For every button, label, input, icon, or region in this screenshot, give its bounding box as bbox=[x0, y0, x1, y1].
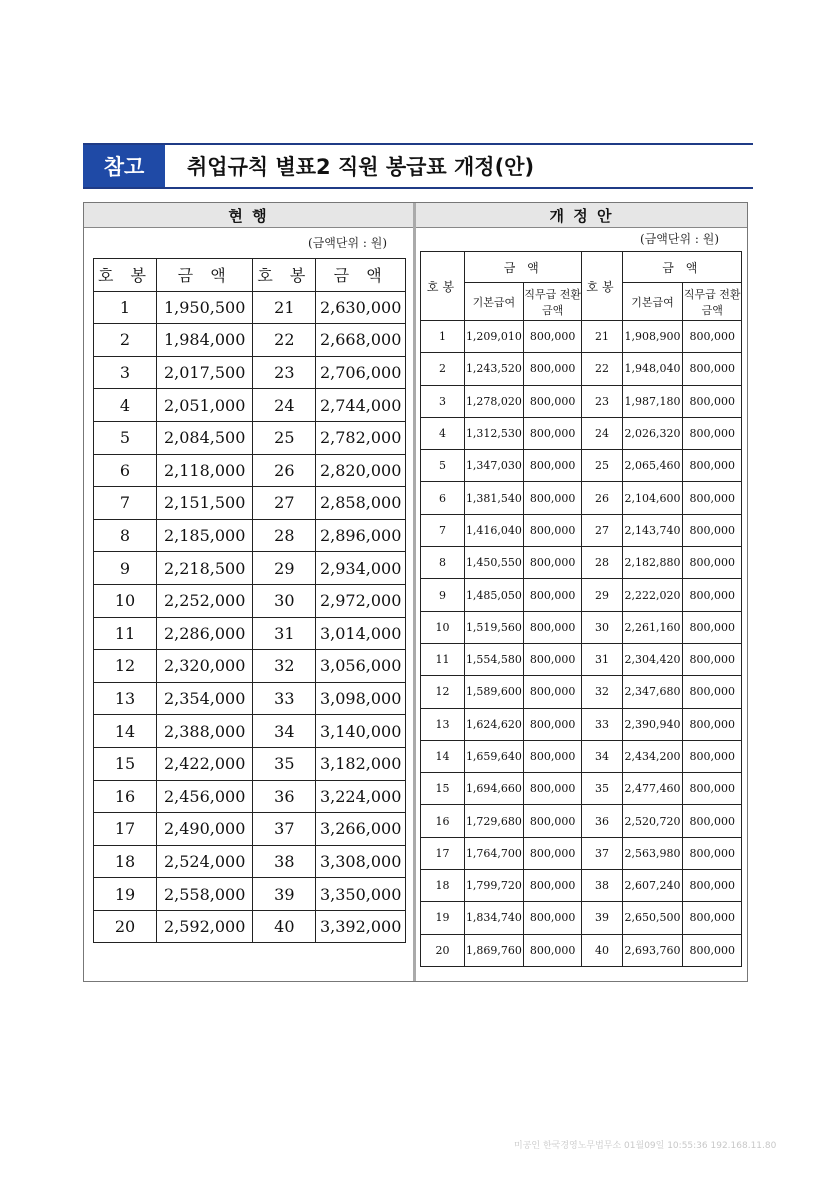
grade-cell: 33 bbox=[582, 708, 622, 740]
grade-cell: 4 bbox=[421, 417, 465, 449]
grade-cell: 32 bbox=[253, 650, 316, 683]
base-salary-cell: 1,450,550 bbox=[464, 547, 523, 579]
conversion-amount-cell: 800,000 bbox=[523, 353, 582, 385]
current-table-body bbox=[94, 291, 406, 943]
grade-cell: 21 bbox=[582, 321, 622, 353]
grade-cell: 7 bbox=[94, 487, 157, 520]
grade-cell: 24 bbox=[582, 417, 622, 449]
amount-cell: 2,592,000 bbox=[157, 910, 253, 943]
amount-cell: 2,354,000 bbox=[157, 682, 253, 715]
amount-cell: 2,934,000 bbox=[316, 552, 406, 585]
current-salary-table bbox=[93, 258, 406, 943]
table-row bbox=[94, 552, 406, 585]
amount-cell: 2,218,500 bbox=[157, 552, 253, 585]
conversion-amount-cell: 800,000 bbox=[523, 643, 582, 675]
grade-cell: 9 bbox=[421, 579, 465, 611]
table-row bbox=[421, 385, 742, 417]
amount-cell: 2,084,500 bbox=[157, 421, 253, 454]
grade-cell: 23 bbox=[253, 356, 316, 389]
grade-cell: 14 bbox=[94, 715, 157, 748]
table-row bbox=[94, 487, 406, 520]
base-salary-cell: 2,434,200 bbox=[622, 740, 683, 772]
amount-cell: 2,051,000 bbox=[157, 389, 253, 422]
grade-cell: 13 bbox=[94, 682, 157, 715]
conversion-amount-header: 직무급 전환금액 bbox=[683, 283, 742, 321]
comparison-frame bbox=[83, 202, 748, 982]
conversion-amount-cell: 800,000 bbox=[523, 547, 582, 579]
grade-cell: 16 bbox=[421, 805, 465, 837]
table-row bbox=[421, 417, 742, 449]
table-row bbox=[94, 682, 406, 715]
grade-cell: 29 bbox=[582, 579, 622, 611]
grade-cell: 20 bbox=[421, 934, 465, 966]
base-salary-cell: 1,381,540 bbox=[464, 482, 523, 514]
revised-unit-note: (금액단위 : 원) bbox=[640, 232, 719, 246]
table-row bbox=[421, 547, 742, 579]
base-salary-cell: 1,312,530 bbox=[464, 417, 523, 449]
grade-cell: 40 bbox=[253, 910, 316, 943]
grade-cell: 7 bbox=[421, 514, 465, 546]
grade-cell: 1 bbox=[94, 291, 157, 324]
table-row bbox=[421, 805, 742, 837]
grade-cell: 26 bbox=[582, 482, 622, 514]
base-salary-cell: 1,554,580 bbox=[464, 643, 523, 675]
grade-cell: 24 bbox=[253, 389, 316, 422]
grade-cell: 36 bbox=[582, 805, 622, 837]
conversion-amount-cell: 800,000 bbox=[683, 450, 742, 482]
grade-cell: 13 bbox=[421, 708, 465, 740]
amount-cell: 3,224,000 bbox=[316, 780, 406, 813]
table-row bbox=[94, 617, 406, 650]
grade-cell: 17 bbox=[94, 813, 157, 846]
base-salary-cell: 1,278,020 bbox=[464, 385, 523, 417]
conversion-amount-cell: 800,000 bbox=[683, 579, 742, 611]
grade-cell: 14 bbox=[421, 740, 465, 772]
table-row bbox=[421, 643, 742, 675]
table-row bbox=[94, 878, 406, 911]
conversion-amount-cell: 800,000 bbox=[683, 353, 742, 385]
grade-cell: 10 bbox=[421, 611, 465, 643]
grade-cell: 5 bbox=[94, 421, 157, 454]
grade-cell: 31 bbox=[582, 643, 622, 675]
grade-cell: 10 bbox=[94, 584, 157, 617]
table-row bbox=[421, 740, 742, 772]
document-header bbox=[83, 143, 753, 189]
table-row bbox=[94, 780, 406, 813]
conversion-amount-cell: 800,000 bbox=[523, 870, 582, 902]
grade-cell: 12 bbox=[94, 650, 157, 683]
grade-cell: 18 bbox=[94, 845, 157, 878]
grade-cell: 1 bbox=[421, 321, 465, 353]
grade-cell: 6 bbox=[94, 454, 157, 487]
table-row bbox=[421, 514, 742, 546]
table-row bbox=[94, 910, 406, 943]
conversion-amount-cell: 800,000 bbox=[523, 837, 582, 869]
table-row bbox=[421, 902, 742, 934]
conversion-amount-cell: 800,000 bbox=[523, 934, 582, 966]
conversion-amount-cell: 800,000 bbox=[683, 321, 742, 353]
grade-cell: 11 bbox=[94, 617, 157, 650]
conversion-amount-cell: 800,000 bbox=[683, 611, 742, 643]
base-salary-cell: 2,563,980 bbox=[622, 837, 683, 869]
amount-cell: 2,490,000 bbox=[157, 813, 253, 846]
base-salary-header: 기본급여 bbox=[622, 283, 683, 321]
conversion-amount-cell: 800,000 bbox=[523, 514, 582, 546]
conversion-amount-cell: 800,000 bbox=[683, 870, 742, 902]
grade-cell: 34 bbox=[582, 740, 622, 772]
grade-cell: 39 bbox=[253, 878, 316, 911]
table-row bbox=[94, 813, 406, 846]
grade-cell: 21 bbox=[253, 291, 316, 324]
conversion-amount-cell: 800,000 bbox=[683, 708, 742, 740]
table-row bbox=[421, 870, 742, 902]
current-amount-header: 금 액 bbox=[157, 259, 253, 292]
grade-cell: 39 bbox=[582, 902, 622, 934]
revised-amount-header: 금 액 bbox=[622, 252, 741, 283]
base-salary-cell: 2,182,880 bbox=[622, 547, 683, 579]
amount-cell: 2,017,500 bbox=[157, 356, 253, 389]
current-grade-header: 호 봉 bbox=[94, 259, 157, 292]
amount-cell: 2,744,000 bbox=[316, 389, 406, 422]
amount-cell: 2,896,000 bbox=[316, 519, 406, 552]
conversion-amount-cell: 800,000 bbox=[683, 805, 742, 837]
grade-cell: 20 bbox=[94, 910, 157, 943]
conversion-amount-cell: 800,000 bbox=[683, 934, 742, 966]
section-divider bbox=[413, 203, 416, 981]
header-bottom-rule bbox=[83, 187, 753, 189]
conversion-amount-cell: 800,000 bbox=[683, 514, 742, 546]
grade-cell: 32 bbox=[582, 676, 622, 708]
conversion-amount-cell: 800,000 bbox=[683, 482, 742, 514]
grade-cell: 4 bbox=[94, 389, 157, 422]
revised-section-title: 개 정 안 bbox=[416, 203, 747, 228]
table-row bbox=[94, 845, 406, 878]
grade-cell: 37 bbox=[253, 813, 316, 846]
grade-cell: 29 bbox=[253, 552, 316, 585]
amount-cell: 2,630,000 bbox=[316, 291, 406, 324]
base-salary-cell: 1,799,720 bbox=[464, 870, 523, 902]
grade-cell: 35 bbox=[582, 773, 622, 805]
base-salary-cell: 2,347,680 bbox=[622, 676, 683, 708]
table-row bbox=[94, 519, 406, 552]
revised-grade-header: 호봉 bbox=[421, 252, 465, 321]
amount-cell: 2,422,000 bbox=[157, 747, 253, 780]
revised-table-header bbox=[421, 252, 742, 283]
grade-cell: 26 bbox=[253, 454, 316, 487]
conversion-amount-cell: 800,000 bbox=[523, 385, 582, 417]
base-salary-cell: 1,589,600 bbox=[464, 676, 523, 708]
amount-cell: 2,118,000 bbox=[157, 454, 253, 487]
grade-cell: 38 bbox=[253, 845, 316, 878]
amount-cell: 3,266,000 bbox=[316, 813, 406, 846]
table-row bbox=[94, 291, 406, 324]
amount-cell: 2,558,000 bbox=[157, 878, 253, 911]
grade-cell: 28 bbox=[253, 519, 316, 552]
conversion-amount-cell: 800,000 bbox=[523, 482, 582, 514]
conversion-amount-cell: 800,000 bbox=[523, 450, 582, 482]
conversion-amount-cell: 800,000 bbox=[523, 321, 582, 353]
conversion-amount-cell: 800,000 bbox=[683, 643, 742, 675]
table-row bbox=[421, 611, 742, 643]
conversion-amount-cell: 800,000 bbox=[523, 708, 582, 740]
amount-cell: 3,014,000 bbox=[316, 617, 406, 650]
amount-cell: 3,350,000 bbox=[316, 878, 406, 911]
current-amount-header: 금 액 bbox=[316, 259, 406, 292]
grade-cell: 15 bbox=[94, 747, 157, 780]
revised-amount-header: 금 액 bbox=[464, 252, 581, 283]
grade-cell: 37 bbox=[582, 837, 622, 869]
table-row bbox=[421, 482, 742, 514]
base-salary-cell: 1,834,740 bbox=[464, 902, 523, 934]
base-salary-cell: 1,519,560 bbox=[464, 611, 523, 643]
conversion-amount-cell: 800,000 bbox=[523, 740, 582, 772]
amount-cell: 3,308,000 bbox=[316, 845, 406, 878]
grade-cell: 36 bbox=[253, 780, 316, 813]
grade-cell: 40 bbox=[582, 934, 622, 966]
table-row bbox=[421, 676, 742, 708]
print-footer: 미공인 한국경영노무법무소 01월09일 10:55:36 192.168.11.80 bbox=[514, 1141, 777, 1151]
grade-cell: 17 bbox=[421, 837, 465, 869]
base-salary-cell: 2,304,420 bbox=[622, 643, 683, 675]
amount-cell: 2,252,000 bbox=[157, 584, 253, 617]
revised-salary-table bbox=[420, 251, 742, 967]
amount-cell: 2,858,000 bbox=[316, 487, 406, 520]
amount-cell: 3,182,000 bbox=[316, 747, 406, 780]
conversion-amount-cell: 800,000 bbox=[523, 676, 582, 708]
base-salary-cell: 2,520,720 bbox=[622, 805, 683, 837]
base-salary-header: 기본급여 bbox=[464, 283, 523, 321]
base-salary-cell: 2,607,240 bbox=[622, 870, 683, 902]
grade-cell: 16 bbox=[94, 780, 157, 813]
page-title: 취업규칙 별표2 직원 봉급표 개정(안) bbox=[187, 155, 535, 179]
grade-cell: 2 bbox=[421, 353, 465, 385]
conversion-amount-header: 직무급 전환금액 bbox=[523, 283, 582, 321]
grade-cell: 8 bbox=[94, 519, 157, 552]
conversion-amount-cell: 800,000 bbox=[683, 740, 742, 772]
table-row bbox=[421, 353, 742, 385]
conversion-amount-cell: 800,000 bbox=[683, 837, 742, 869]
base-salary-cell: 2,026,320 bbox=[622, 417, 683, 449]
current-table-header bbox=[94, 259, 406, 292]
grade-cell: 27 bbox=[582, 514, 622, 546]
base-salary-cell: 2,693,760 bbox=[622, 934, 683, 966]
grade-cell: 30 bbox=[582, 611, 622, 643]
conversion-amount-cell: 800,000 bbox=[683, 676, 742, 708]
amount-cell: 2,320,000 bbox=[157, 650, 253, 683]
conversion-amount-cell: 800,000 bbox=[683, 902, 742, 934]
grade-cell: 15 bbox=[421, 773, 465, 805]
revised-table-subheader bbox=[421, 283, 742, 321]
grade-cell: 38 bbox=[582, 870, 622, 902]
base-salary-cell: 1,694,660 bbox=[464, 773, 523, 805]
grade-cell: 34 bbox=[253, 715, 316, 748]
table-row bbox=[421, 837, 742, 869]
grade-cell: 30 bbox=[253, 584, 316, 617]
base-salary-cell: 1,485,050 bbox=[464, 579, 523, 611]
table-row bbox=[421, 321, 742, 353]
base-salary-cell: 1,987,180 bbox=[622, 385, 683, 417]
current-grade-header: 호 봉 bbox=[253, 259, 316, 292]
grade-cell: 31 bbox=[253, 617, 316, 650]
conversion-amount-cell: 800,000 bbox=[523, 417, 582, 449]
amount-cell: 2,524,000 bbox=[157, 845, 253, 878]
grade-cell: 25 bbox=[582, 450, 622, 482]
grade-cell: 18 bbox=[421, 870, 465, 902]
grade-cell: 12 bbox=[421, 676, 465, 708]
amount-cell: 3,140,000 bbox=[316, 715, 406, 748]
grade-cell: 6 bbox=[421, 482, 465, 514]
grade-cell: 33 bbox=[253, 682, 316, 715]
grade-cell: 27 bbox=[253, 487, 316, 520]
conversion-amount-cell: 800,000 bbox=[523, 579, 582, 611]
amount-cell: 3,098,000 bbox=[316, 682, 406, 715]
base-salary-cell: 2,261,160 bbox=[622, 611, 683, 643]
amount-cell: 2,286,000 bbox=[157, 617, 253, 650]
table-row bbox=[94, 356, 406, 389]
base-salary-cell: 1,869,760 bbox=[464, 934, 523, 966]
amount-cell: 2,456,000 bbox=[157, 780, 253, 813]
base-salary-cell: 1,624,620 bbox=[464, 708, 523, 740]
grade-cell: 25 bbox=[253, 421, 316, 454]
table-row bbox=[94, 747, 406, 780]
grade-cell: 19 bbox=[421, 902, 465, 934]
base-salary-cell: 2,104,600 bbox=[622, 482, 683, 514]
grade-cell: 35 bbox=[253, 747, 316, 780]
base-salary-cell: 2,477,460 bbox=[622, 773, 683, 805]
grade-cell: 2 bbox=[94, 324, 157, 357]
grade-cell: 3 bbox=[94, 356, 157, 389]
grade-cell: 8 bbox=[421, 547, 465, 579]
reference-badge: 참고 bbox=[83, 145, 165, 187]
amount-cell: 2,668,000 bbox=[316, 324, 406, 357]
base-salary-cell: 1,764,700 bbox=[464, 837, 523, 869]
grade-cell: 9 bbox=[94, 552, 157, 585]
base-salary-cell: 1,948,040 bbox=[622, 353, 683, 385]
base-salary-cell: 1,729,680 bbox=[464, 805, 523, 837]
amount-cell: 2,820,000 bbox=[316, 454, 406, 487]
grade-cell: 11 bbox=[421, 643, 465, 675]
amount-cell: 2,151,500 bbox=[157, 487, 253, 520]
amount-cell: 2,972,000 bbox=[316, 584, 406, 617]
base-salary-cell: 2,222,020 bbox=[622, 579, 683, 611]
amount-cell: 3,392,000 bbox=[316, 910, 406, 943]
revised-table-body bbox=[421, 321, 742, 967]
base-salary-cell: 1,659,640 bbox=[464, 740, 523, 772]
conversion-amount-cell: 800,000 bbox=[523, 773, 582, 805]
table-row bbox=[94, 715, 406, 748]
table-row bbox=[421, 579, 742, 611]
table-row bbox=[421, 450, 742, 482]
amount-cell: 1,950,500 bbox=[157, 291, 253, 324]
grade-cell: 22 bbox=[582, 353, 622, 385]
current-unit-note: (금액단위 : 원) bbox=[308, 236, 387, 250]
grade-cell: 19 bbox=[94, 878, 157, 911]
table-row bbox=[421, 773, 742, 805]
table-row bbox=[94, 324, 406, 357]
grade-cell: 5 bbox=[421, 450, 465, 482]
conversion-amount-cell: 800,000 bbox=[683, 417, 742, 449]
amount-cell: 2,782,000 bbox=[316, 421, 406, 454]
table-row bbox=[421, 708, 742, 740]
base-salary-cell: 1,209,010 bbox=[464, 321, 523, 353]
grade-cell: 22 bbox=[253, 324, 316, 357]
amount-cell: 1,984,000 bbox=[157, 324, 253, 357]
table-row bbox=[94, 584, 406, 617]
table-row bbox=[421, 934, 742, 966]
grade-cell: 28 bbox=[582, 547, 622, 579]
conversion-amount-cell: 800,000 bbox=[523, 902, 582, 934]
table-row bbox=[94, 389, 406, 422]
conversion-amount-cell: 800,000 bbox=[523, 611, 582, 643]
table-row bbox=[94, 421, 406, 454]
grade-cell: 3 bbox=[421, 385, 465, 417]
base-salary-cell: 2,390,940 bbox=[622, 708, 683, 740]
base-salary-cell: 2,143,740 bbox=[622, 514, 683, 546]
conversion-amount-cell: 800,000 bbox=[683, 773, 742, 805]
amount-cell: 2,185,000 bbox=[157, 519, 253, 552]
base-salary-cell: 2,065,460 bbox=[622, 450, 683, 482]
grade-cell: 23 bbox=[582, 385, 622, 417]
base-salary-cell: 1,416,040 bbox=[464, 514, 523, 546]
conversion-amount-cell: 800,000 bbox=[683, 385, 742, 417]
table-row bbox=[94, 650, 406, 683]
base-salary-cell: 2,650,500 bbox=[622, 902, 683, 934]
revised-grade-header: 호봉 bbox=[582, 252, 622, 321]
base-salary-cell: 1,347,030 bbox=[464, 450, 523, 482]
conversion-amount-cell: 800,000 bbox=[683, 547, 742, 579]
amount-cell: 3,056,000 bbox=[316, 650, 406, 683]
current-section-title: 현 행 bbox=[84, 203, 413, 228]
amount-cell: 2,388,000 bbox=[157, 715, 253, 748]
amount-cell: 2,706,000 bbox=[316, 356, 406, 389]
conversion-amount-cell: 800,000 bbox=[523, 805, 582, 837]
base-salary-cell: 1,243,520 bbox=[464, 353, 523, 385]
base-salary-cell: 1,908,900 bbox=[622, 321, 683, 353]
table-row bbox=[94, 454, 406, 487]
